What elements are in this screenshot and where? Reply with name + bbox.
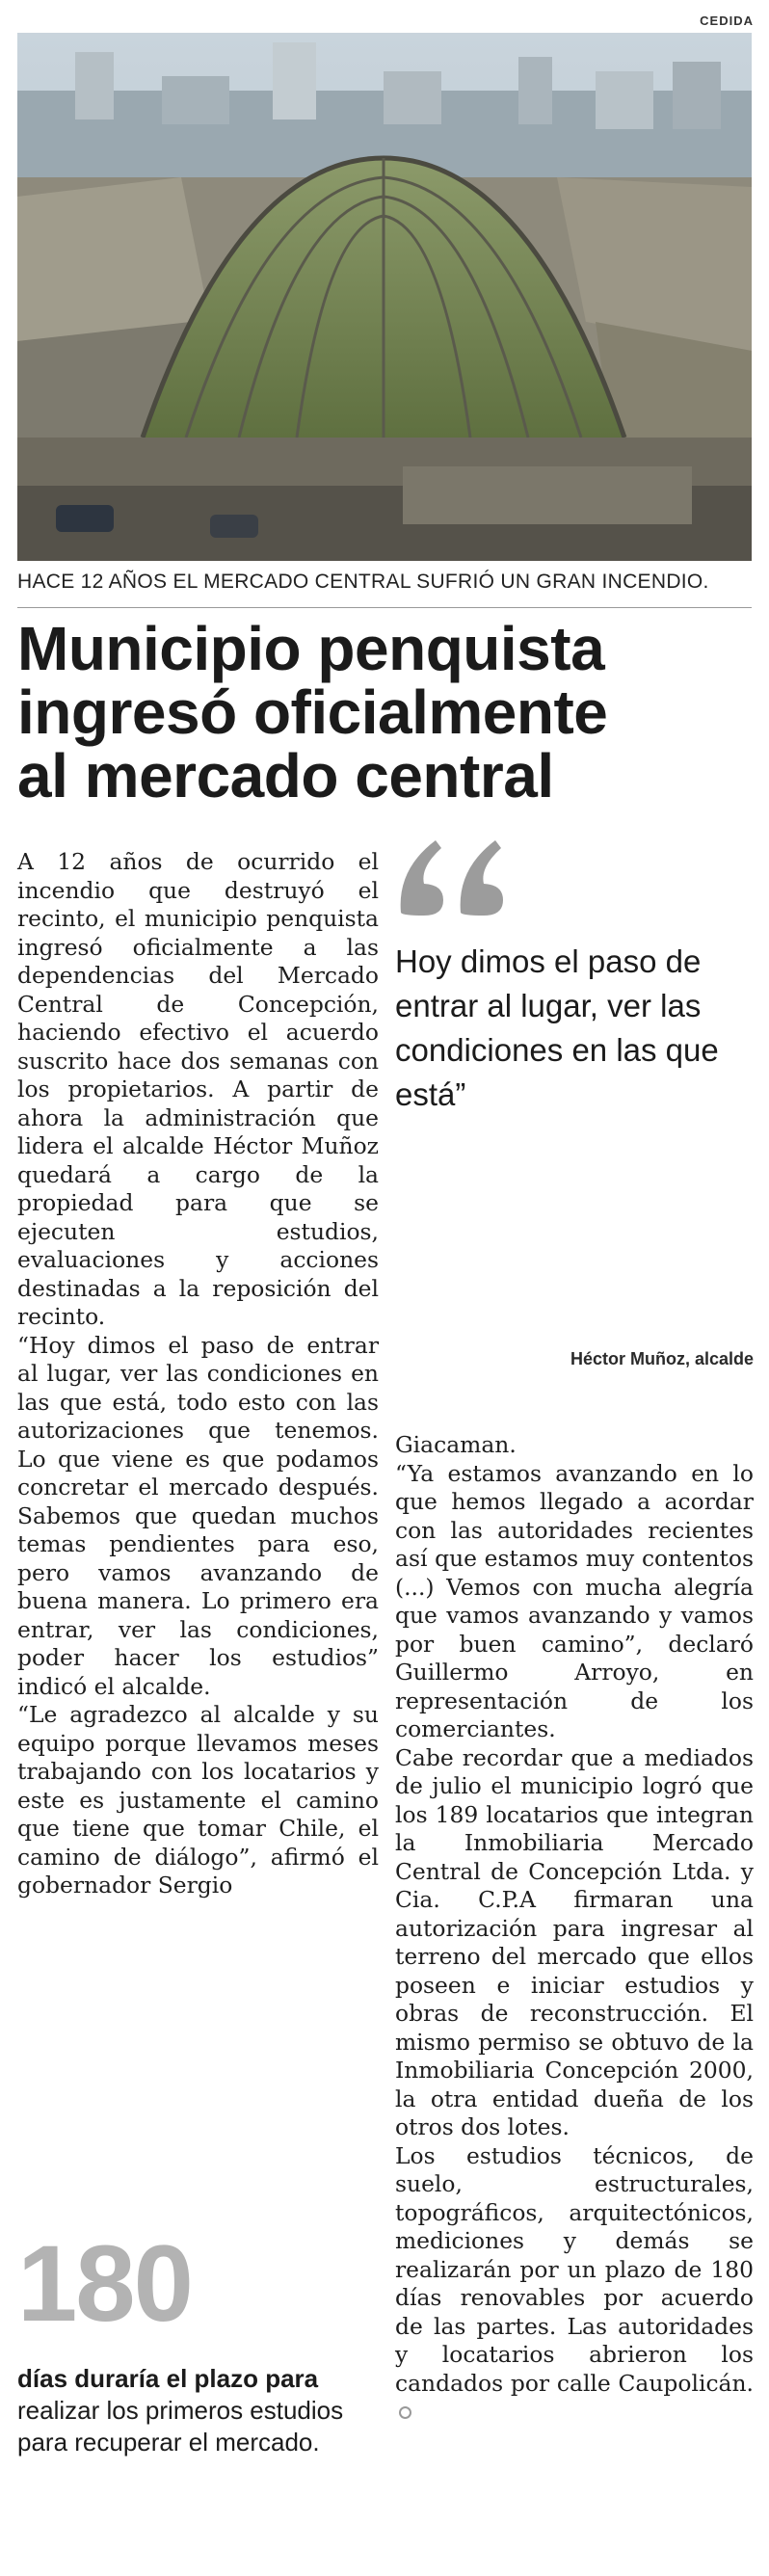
fact-text: realizar los primeros estudios para recuperar el mercado. [17,2396,344,2456]
photo-credit: CEDIDA [700,13,754,28]
quote-mark-icon [391,831,517,917]
paragraph: “Hoy dimos el paso de entrar al lugar, ver las condiciones en las que está, todo esto con las autorizaciones que tenemos. Lo que viene es que podamos concretar el mercado después. Sabemos que quedan muchos temas pendientes para eso, pero vamos avanzando de buena manera. Lo primero era entrar, ver las condiciones, poder hacer los estudios” indicó el alcalde. [17,1331,379,1700]
paragraph: A 12 años de ocurrido el incendio que destruyó el recinto, el municipio penquista ingresó oficialmente a las dependencias del Mercado Central de Concepción, haciendo efectivo el acuerdo suscrito hace dos semanas con los propietarios. A partir de ahora la administración que lidera el alcalde Héctor Muñoz quedará a cargo de la propiedad para que se ejecuten estudios, evaluaciones y acciones destinadas a la reposición del recinto. [17,848,379,1330]
headline-line-1: Municipio penquista [17,614,605,683]
end-of-article-icon [399,2406,411,2419]
paragraph: Cabe recordar que a mediados de julio el municipio logró que los 189 locatarios que integran la Inmobiliaria Mercado Central de Concepción Ltda. y Cia. C.P.A firmaran una autorización para ingresar al terreno del mercado que ellos poseen e iniciar estudios y obras de reconstrucción. El mismo permiso se obtuvo de la Inmobiliaria Concepción 2000, la otra entidad dueña de los otros dos lotes. [395,1743,754,2140]
photo-caption: HACE 12 AÑOS EL MERCADO CENTRAL SUFRIÓ UN GRAN INCENDIO. [17,571,709,593]
article-column-right [395,1431,754,2427]
paragraph: Giacaman. [395,1431,517,1458]
headline-line-2: ingresó oficialmente [17,677,608,747]
caption-divider [17,607,752,608]
paragraph: “Le agradezco al alcalde y su equipo porque llevamos meses trabajando con los locatarios y este es justamente el camino que tiene que tomar Chile, el camino de diálogo”, afirmó el gobernador Sergio [17,1701,379,1899]
article-column-left [17,848,379,1900]
fact-number: 180 [17,2223,192,2344]
headline-line-3: al mercado central [17,741,554,810]
quote-author: Héctor Muñoz, alcalde [570,1349,754,1368]
paragraph [395,2142,754,2427]
market-photo [17,33,752,561]
pull-quote: Hoy dimos el paso de entrar al lugar, ver las condiciones en las que está” [395,943,719,1112]
fact-bold-text: días duraría el plazo para [17,2364,319,2393]
paragraph-text: Los estudios técnicos, de suelo, estructurales, topográficos, arquitectónicos, mediciones y demás se realizarán por un plazo de 180 días renovables por acuerdo de las partes. Las autoridades y locatarios abrieron los candados por calle Caupolicán. [395,2141,754,2397]
fact-description [17,2363,364,2458]
headline [17,614,752,810]
paragraph: “Ya estamos avanzando en lo que hemos llegado a acordar con las autoridades recientes así que estamos muy contentos (...) Vemos con mucha alegría que vamos avanzando y vamos por buen camino”, declaró Guillermo Arroyo, en representación de los comerciantes. [395,1459,754,1742]
market-aerial-image [17,33,752,561]
